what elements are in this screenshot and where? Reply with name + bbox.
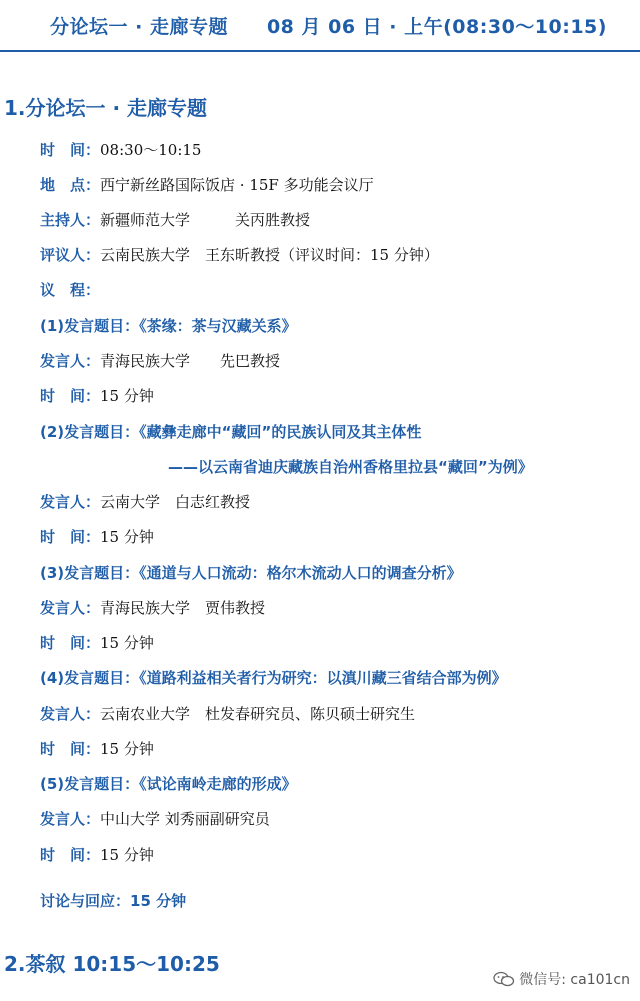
info-location: 地 点：西宁新丝路国际饭店 · 15F 多功能会议厅 [40, 176, 374, 194]
watermark-text: 微信号: ca101cn [519, 972, 630, 988]
talk-time: 时 间：15 分钟 [40, 846, 154, 864]
talk-speaker: 发言人：青海民族大学 先巴教授 [40, 352, 281, 370]
wechat-watermark [493, 969, 630, 989]
section-title-tea-break: 2.茶叙 10:15～10:25 [4, 952, 220, 976]
info-agenda: 议 程： [40, 281, 101, 299]
wechat-icon [493, 971, 515, 987]
talk-speaker: 发言人：中山大学 刘秀丽副研究员 [40, 810, 270, 828]
talk-time: 时 间：15 分钟 [40, 740, 154, 758]
talk-subtitle: ——以云南省迪庆藏族自治州香格里拉县“藏回”为例》 [168, 458, 533, 476]
talk-time: 时 间：15 分钟 [40, 528, 154, 546]
info-host: 主持人：新疆师范大学 关丙胜教授 [40, 211, 311, 229]
talk-title: (4)发言题目：《道路利益相关者行为研究：以滇川藏三省结合部为例》 [40, 669, 507, 687]
talk-title: (2)发言题目：《藏彝走廊中“藏回”的民族认同及其主体性 [40, 423, 422, 441]
discussion-note: 讨论与回应：15 分钟 [40, 892, 187, 910]
talk-title: (1)发言题目：《茶缘：茶与汉藏关系》 [40, 317, 297, 335]
info-time: 时 间：08:30～10:15 [40, 141, 202, 159]
talk-title: (3)发言题目：《通道与人口流动：格尔木流动人口的调查分析》 [40, 564, 462, 582]
talk-speaker: 发言人：云南农业大学 杜发春研究员、陈贝硕士研究生 [40, 705, 416, 723]
talk-speaker: 发言人：云南大学 白志红教授 [40, 493, 251, 511]
talk-time: 时 间：15 分钟 [40, 634, 154, 652]
info-reviewer: 评议人：云南民族大学 王东昕教授（评议时间：15 分钟） [40, 246, 439, 264]
talk-title: (5)发言题目：《试论南岭走廊的形成》 [40, 775, 297, 793]
banner-title: 分论坛一 · 走廊专题 08 月 06 日 · 上午(08:30～10:15) [50, 16, 607, 38]
talk-speaker: 发言人：青海民族大学 贾伟教授 [40, 599, 266, 617]
header-banner [0, 0, 640, 52]
talk-time: 时 间：15 分钟 [40, 387, 154, 405]
section-title-forum: 1.分论坛一 · 走廊专题 [4, 96, 208, 120]
